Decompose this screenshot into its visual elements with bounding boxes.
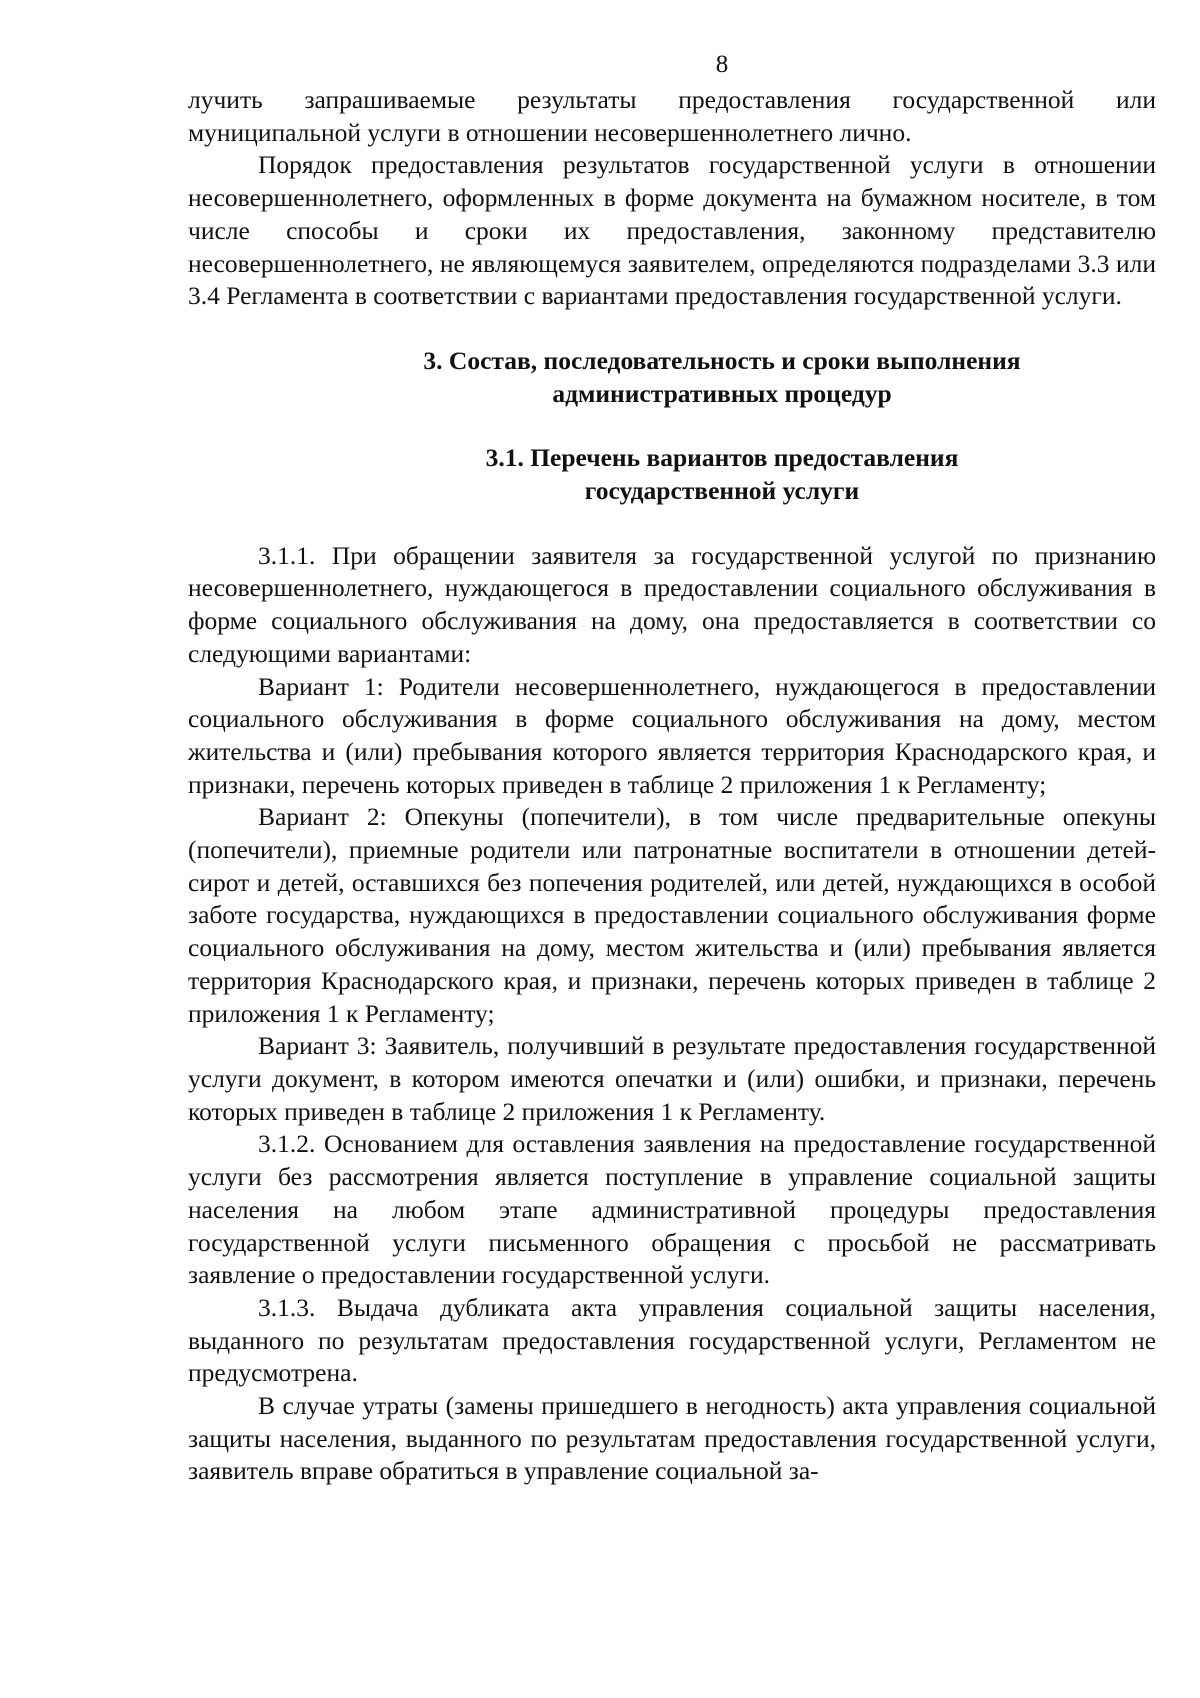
paragraph-variant-3: Вариант 3: Заявитель, получивший в результате предоставления государственной услуги документ, в котором имеются опечатки и (или) ошибки, и признаки, перечень которых приведен в таблице 2 приложения 1 к Регламенту.: [188, 1031, 1156, 1126]
page-number: 8: [715, 51, 729, 78]
section-heading: [188, 345, 1156, 410]
section-heading-line-2: административных процедур: [552, 378, 892, 408]
paragraph-3-1-1: 3.1.1. При обращении заявителя за государственной услугой по признанию несовершеннолетнего, нуждающегося в предоставлении социального обслуживания в форме социального обслуживания на дому, она предоставляется в соответствии со следующими вариантами:: [188, 540, 1156, 668]
paragraph-3-1-2: 3.1.2. Основанием для оставления заявления на предоставление государственной услуги без рассмотрения является поступление в управление социальной защиты населения на любом этапе административной процедуры предоставления государственной услуги письменного обращения с просьбой не рассматривать заявление о предоставлении государственной услуги.: [188, 1129, 1156, 1290]
subsection-heading-line-1: 3.1. Перечень вариантов предоставления: [485, 443, 959, 473]
paragraph-variant-1: Вариант 1: Родители несовершеннолетнего, нуждающегося в предоставлении социального обслуживания в форме социального обслуживания на дому, местом жительства и (или) пребывания которого является территория Краснодарского края, и признаки, перечень которых приведен в таблице 2 приложения 1 к Регламенту;: [188, 671, 1156, 799]
subsection-heading: [188, 442, 1156, 507]
paragraph-results-order: Порядок предоставления результатов государственной услуги в отношении несовершеннолетнего, оформленных в форме документа на бумажном носителе, в том числе способы и сроки их предоставления, законному представителю несовершеннолетнего, не являющемуся заявителем, определяются подразделами 3.3 или 3.4 Регламента в соответствии с вариантами предоставления государственной услуги.: [188, 150, 1156, 311]
section-heading-line-1: 3. Состав, последовательность и сроки выполнения: [423, 345, 1021, 375]
paragraph-variant-2: Вариант 2: Опекуны (попечители), в том числе предварительные опекуны (попечители), приемные родители или патронатные воспитатели в отношении детей-сирот и детей, оставшихся без попечения родителей, или детей, нуждающихся в особой заботе государства, нуждающихся в предоставлении социального обслуживания форме социального обслуживания на дому, местом жительства и (или) пребывания является территория Краснодарского края, и признаки, перечень которых приведен в таблице 2 приложения 1 к Регламенту;: [188, 802, 1156, 1028]
paragraph-3-1-3: 3.1.3. Выдача дубликата акта управления социальной защиты населения, выданного по результатам предоставления государственной услуги, Регламентом не предусмотрена.: [188, 1292, 1156, 1388]
document-page: [188, 48, 1156, 1488]
paragraph-loss-case: В случае утраты (замены пришедшего в негодность) акта управления социальной защиты населения, выданного по результатам предоставления государственной услуги, заявитель вправе обратиться в управление социальной за-: [188, 1391, 1156, 1486]
subsection-heading-line-2: государственной услуги: [584, 476, 860, 506]
paragraph-continuation: лучить запрашиваемые результаты предоставления государственной или муниципальной услуги в отношении несовершеннолетнего лично.: [188, 85, 1156, 147]
